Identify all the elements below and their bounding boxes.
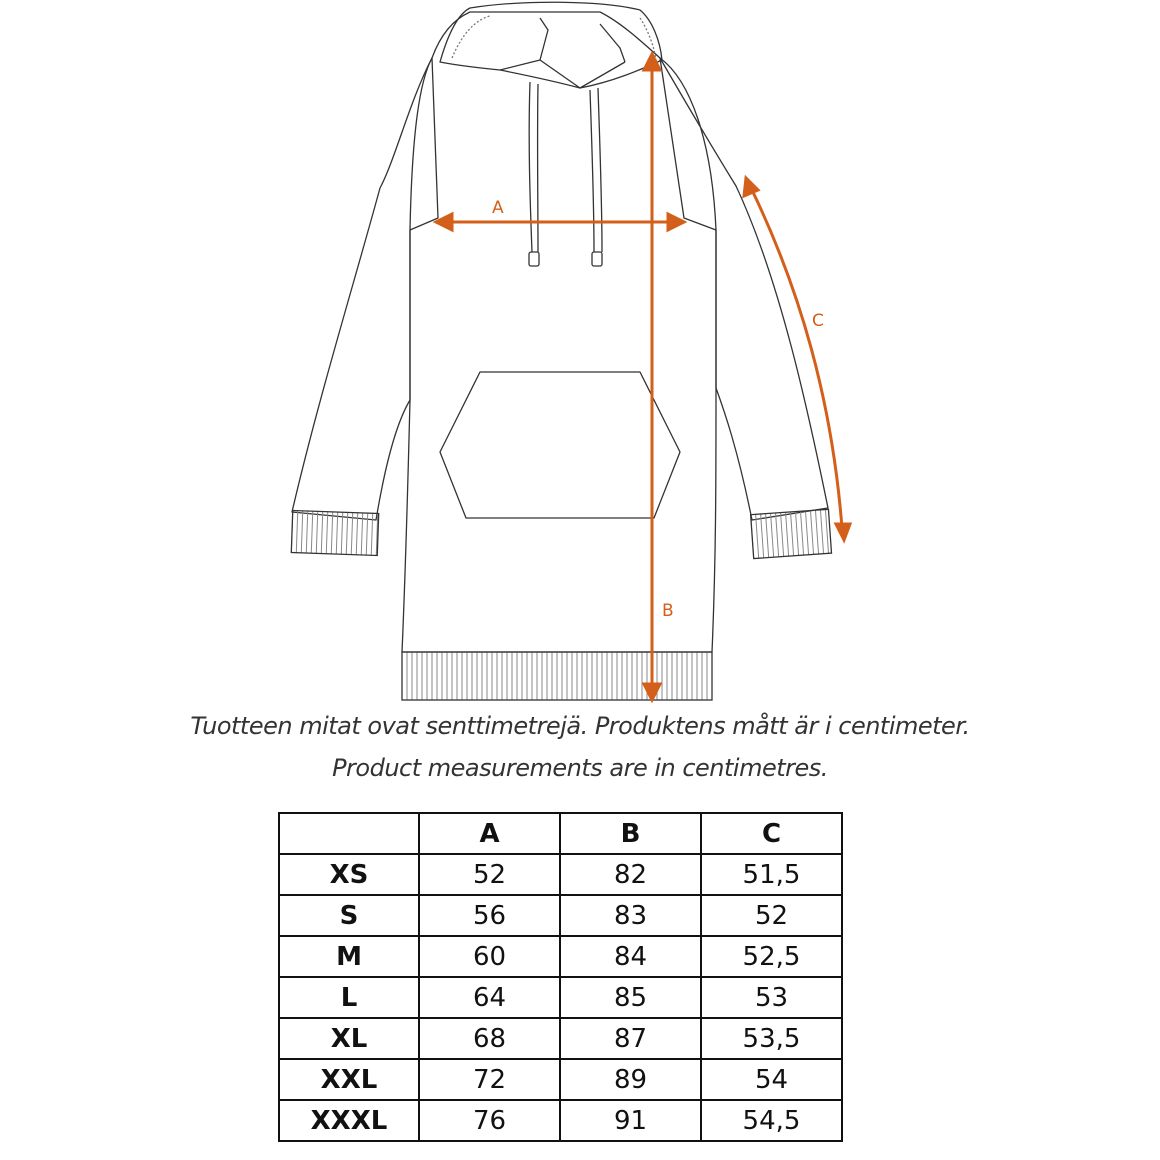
table-row <box>279 854 842 895</box>
size-cell: S <box>279 895 419 936</box>
size-cell: XXXL <box>279 1100 419 1141</box>
size-table <box>278 812 843 1142</box>
value-c: 54,5 <box>701 1100 842 1141</box>
size-cell: L <box>279 977 419 1018</box>
value-a: 52 <box>419 854 560 895</box>
arrow-c <box>752 190 842 528</box>
value-c: 52 <box>701 895 842 936</box>
value-c: 54 <box>701 1059 842 1100</box>
measurement-note-finnish-swedish: Tuotteen mitat ovat senttimetrejä. Produktens mått är i centimeter. <box>190 712 970 740</box>
value-b: 87 <box>560 1018 701 1059</box>
table-row <box>279 977 842 1018</box>
value-c: 51,5 <box>701 854 842 895</box>
value-a: 76 <box>419 1100 560 1141</box>
size-cell: XS <box>279 854 419 895</box>
drawstring-left <box>529 82 532 252</box>
right-sleeve <box>660 58 828 520</box>
table-row <box>279 1100 842 1141</box>
table-row <box>279 895 842 936</box>
value-c: 52,5 <box>701 936 842 977</box>
measurement-note-english: Product measurements are in centimetres. <box>332 754 828 782</box>
label-a: A <box>492 198 504 218</box>
value-b: 84 <box>560 936 701 977</box>
table-header-row <box>279 813 842 854</box>
header-size <box>279 813 419 854</box>
table-row <box>279 1018 842 1059</box>
label-c: C <box>812 311 824 331</box>
value-a: 72 <box>419 1059 560 1100</box>
header-b: B <box>560 813 701 854</box>
label-b: B <box>662 601 674 621</box>
drawstring-right <box>590 90 594 252</box>
value-a: 68 <box>419 1018 560 1059</box>
size-cell: M <box>279 936 419 977</box>
value-b: 89 <box>560 1059 701 1100</box>
header-a: A <box>419 813 560 854</box>
header-c: C <box>701 813 842 854</box>
value-a: 56 <box>419 895 560 936</box>
value-c: 53,5 <box>701 1018 842 1059</box>
value-a: 64 <box>419 977 560 1018</box>
hood-outline <box>440 2 662 88</box>
value-a: 60 <box>419 936 560 977</box>
size-cell: XL <box>279 1018 419 1059</box>
value-b: 83 <box>560 895 701 936</box>
table-row <box>279 1059 842 1100</box>
kangaroo-pocket <box>440 372 680 518</box>
body-outline <box>402 12 716 652</box>
size-cell: XXL <box>279 1059 419 1100</box>
value-b: 82 <box>560 854 701 895</box>
value-b: 85 <box>560 977 701 1018</box>
value-b: 91 <box>560 1100 701 1141</box>
table-row <box>279 936 842 977</box>
value-c: 53 <box>701 977 842 1018</box>
